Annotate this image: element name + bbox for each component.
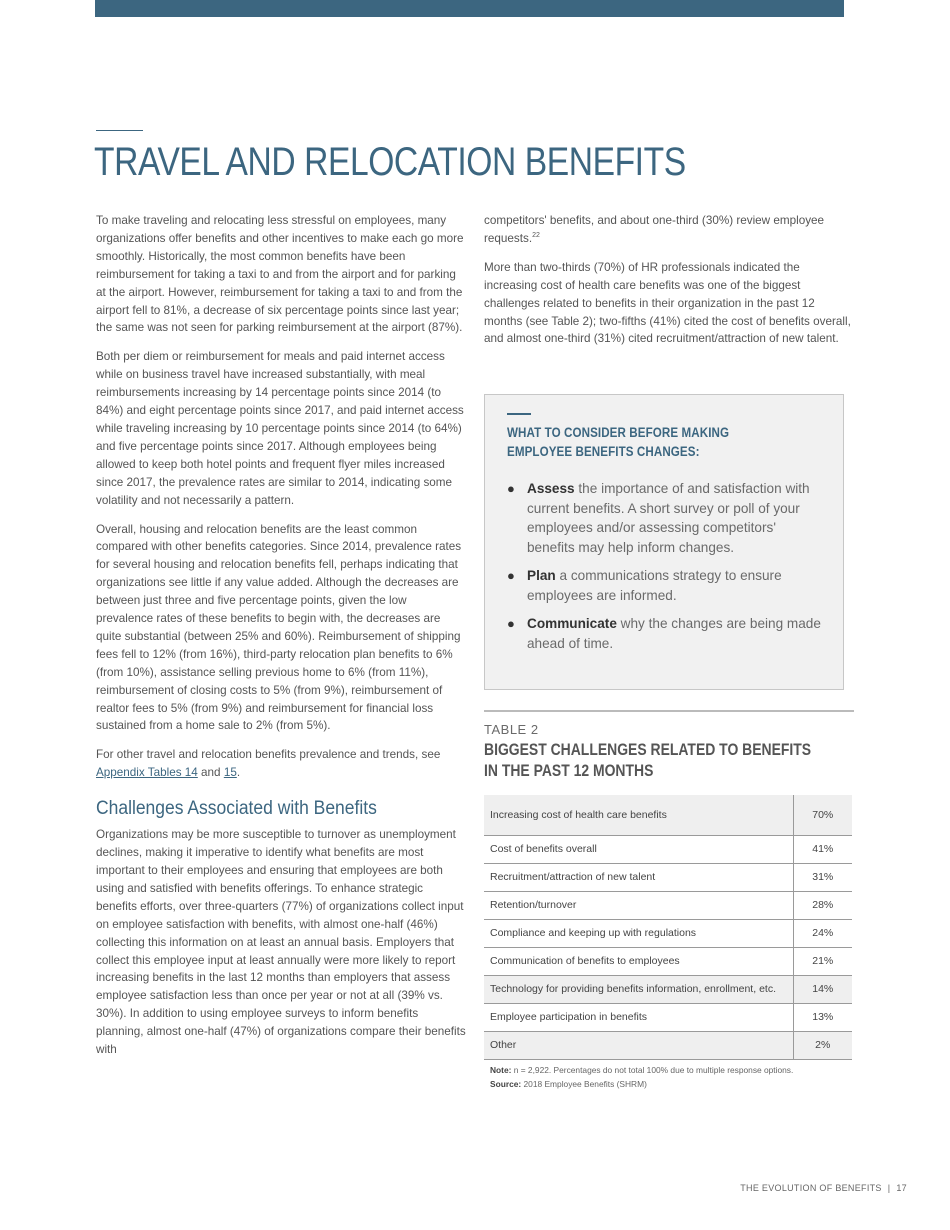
paragraph-travel-intro: To make traveling and relocating less stressful on employees, many organizations offer benefits and other incentives to make each go more smoothly. Historically, the most common benefits have been reimbursement for taking a taxi to and from the airport and for parking at the airport. However, reimbursement for taking a taxi to and from the airport fell to 81%, a decrease of six percentage points since last year; the same was not seen for parking reimbursement at the airport (87%). bbox=[96, 214, 464, 335]
appendix-middle: and bbox=[197, 766, 224, 780]
table-notes bbox=[490, 1063, 793, 1091]
table-label: TABLE 2 bbox=[484, 722, 539, 737]
bullet-icon: ● bbox=[507, 568, 515, 583]
footer-separator: | bbox=[887, 1183, 891, 1193]
callout-item-plan bbox=[507, 566, 821, 605]
row-label: Recruitment/attraction of new talent bbox=[484, 863, 793, 891]
row-label: Retention/turnover bbox=[484, 891, 793, 919]
footer-title: THE EVOLUTION OF BENEFITS bbox=[740, 1183, 882, 1193]
challenges-table bbox=[484, 795, 852, 1060]
row-label: Communication of benefits to employees bbox=[484, 947, 793, 975]
table-row bbox=[484, 795, 852, 835]
table-title: BIGGEST CHALLENGES RELATED TO BENEFITS IN THE PAST 12 MONTHS bbox=[484, 740, 812, 780]
callout-item-assess bbox=[507, 479, 821, 557]
callout-list bbox=[507, 479, 821, 653]
table-row bbox=[484, 1003, 852, 1031]
table-row bbox=[484, 975, 852, 1003]
left-column bbox=[96, 212, 466, 1070]
paragraph-appendix-reference bbox=[96, 746, 466, 782]
table-row bbox=[484, 1031, 852, 1059]
footnote-reference: 22 bbox=[532, 232, 540, 240]
right-column bbox=[484, 212, 854, 359]
paragraph-relocation: Overall, housing and relocation benefits are the least common compared with other benefits categories. Since 2014, prevalence rates for several housing and relocation benefits fell, perhaps indicating that organizations see little if any value added. Although the decreases are between just three and five percentage points, given the low prevalence rates of these benefits to begin with, the decreases are quite substantial (between 25% and 60%). Reimbursement of shipping fees fell to 12% (from 16%), third-party relocation plan benefits to 6% (from 10%), assistance selling previous home to 6% (from 11%), reimbursement of closing costs to 5% (from 9%), reimbursement of realtor fees to 5% (from 9%) and reimbursement for financial loss sustained from a home sale to 2% (from 5%). bbox=[96, 522, 462, 733]
table-divider bbox=[484, 710, 854, 712]
appendix-prefix: For other travel and relocation benefits prevalence and trends, see bbox=[96, 748, 441, 762]
row-value: 28% bbox=[793, 891, 852, 919]
callout-title: WHAT TO CONSIDER BEFORE MAKING EMPLOYEE BENEFITS CHANGES: bbox=[507, 425, 730, 459]
row-value: 13% bbox=[793, 1003, 852, 1031]
row-label: Other bbox=[484, 1031, 793, 1059]
appendix-table-14-link[interactable]: Appendix Tables 14 bbox=[96, 766, 198, 780]
row-value: 14% bbox=[793, 975, 852, 1003]
row-value: 24% bbox=[793, 919, 852, 947]
table-note bbox=[490, 1063, 793, 1077]
callout-item-text: why the changes are being made ahead of time. bbox=[527, 616, 821, 651]
source-label: Source: bbox=[490, 1079, 522, 1089]
callout-item-keyword: Assess bbox=[527, 481, 575, 496]
row-label: Technology for providing benefits information, enrollment, etc. bbox=[484, 975, 793, 1003]
bullet-icon: ● bbox=[507, 616, 515, 631]
row-value: 70% bbox=[793, 795, 852, 835]
appendix-suffix: . bbox=[236, 766, 241, 780]
bullet-icon: ● bbox=[507, 481, 515, 496]
continuation-text: competitors' benefits, and about one-third (30%) review employee requests. bbox=[484, 214, 825, 245]
row-label: Employee participation in benefits bbox=[484, 1003, 793, 1031]
callout-item-text: the importance of and satisfaction with current benefits. A short survey or poll of your employees and/or assessing competitors' benefits may help inform changes. bbox=[527, 481, 810, 555]
table-row bbox=[484, 947, 852, 975]
paragraph-challenges: Organizations may be more susceptible to turnover as unemployment declines, making it imperative to identify what benefits are most important to their employees and ensuring that employees are both using and satisfied with benefits offerings. To enhance strategic benefits efforts, over three-quarters (77%) of organizations collect input on employee satisfaction with benefits, with almost one-half (46%) collecting this information on at least an annual basis. Employers that collect this employee input at least annually were more likely to report increasing benefits in the last 12 months than employers that assess employee satisfaction less than once per year or not at all (39% vs. 30%). In addition to using employee surveys to inform benefits planning, almost one-half (47%) of organizations compare their benefits with bbox=[96, 828, 466, 1057]
table-row bbox=[484, 919, 852, 947]
callout-item-communicate bbox=[507, 614, 821, 653]
row-value: 2% bbox=[793, 1031, 852, 1059]
table-row bbox=[484, 891, 852, 919]
callout-accent-rule bbox=[507, 413, 531, 415]
section-subheading: Challenges Associated with Benefits bbox=[96, 798, 377, 820]
row-value: 31% bbox=[793, 863, 852, 891]
table-source bbox=[490, 1077, 793, 1091]
source-text: 2018 Employee Benefits (SHRM) bbox=[521, 1079, 647, 1089]
paragraph-hr-challenges: More than two-thirds (70%) of HR professionals indicated the increasing cost of health care benefits was one of the biggest challenges related to benefits in their organization in the past 12 months (see Table 2); two-fifths (41%) cited the cost of benefits overall, and almost one-third (31%) cited recruitment/attraction of new talent. bbox=[484, 260, 851, 346]
table-row bbox=[484, 863, 852, 891]
callout-item-keyword: Communicate bbox=[527, 616, 617, 631]
appendix-table-15-link[interactable]: 15 bbox=[223, 766, 237, 780]
callout-item-keyword: Plan bbox=[527, 568, 556, 583]
paragraph-per-diem: Both per diem or reimbursement for meals and paid internet access while on business travel have increased substantially, with meal reimbursements increasing by 14 percentage points since 2014 (to 84%) and eight percentage points since 2017, and paid internet access while traveling increasing by 10 percentage points since 2014 (to 64%) and five percentage points since 2017. Although employees being allowed to keep both hotel points and frequent flyer miles increased since 2017, the prevalence rates are similar to 2014, indicating some volatility and not necessarily a pattern. bbox=[96, 350, 464, 507]
row-value: 21% bbox=[793, 947, 852, 975]
note-text: n = 2,922. Percentages do not total 100% due to multiple response options. bbox=[511, 1065, 794, 1075]
callout-item-text: a communications strategy to ensure employees are informed. bbox=[527, 568, 782, 603]
paragraph-continuation bbox=[484, 212, 854, 248]
row-label: Cost of benefits overall bbox=[484, 835, 793, 863]
row-label: Increasing cost of health care benefits bbox=[484, 795, 793, 835]
row-value: 41% bbox=[793, 835, 852, 863]
page-number: 17 bbox=[896, 1183, 907, 1193]
table-row bbox=[484, 835, 852, 863]
row-label: Compliance and keeping up with regulations bbox=[484, 919, 793, 947]
header-bar bbox=[95, 0, 844, 17]
callout-box bbox=[484, 394, 844, 690]
title-accent-rule bbox=[96, 130, 143, 131]
page-title: TRAVEL AND RELOCATION BENEFITS bbox=[94, 140, 686, 184]
note-label: Note: bbox=[490, 1065, 512, 1075]
page-footer bbox=[740, 1183, 907, 1193]
